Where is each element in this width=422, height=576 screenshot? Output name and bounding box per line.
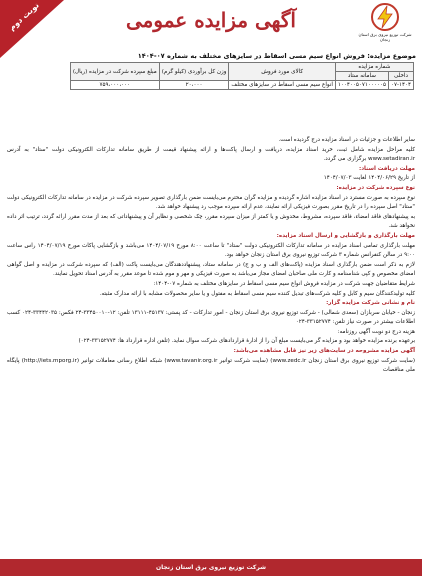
body-paragraph: نوع سپرده به صورت مسترد در اسناد مزایده اشاره گردیده و مزایده گران محترم می‌بایست ضمن بارگذاری تصویر سپرده شرکت در مزایده در سامانه تدارکات الکترونیکی دولت "ستاد" اصل سپرده را در تاریخ مقرر بصورت فیزیکی ارائه نمایند، عدم ارائه سپرده موجب رد پیشنهاد خواهد شد. [7,194,415,211]
body-paragraph: زنجان - خیابان سربازان (سعدی شمالی) - شرکت توزیع نیروی برق استان زنجان - امور تدارکات - کد پستی: ۴۵۱۳۷-۱۳۱۱۱ تلفن: ۱۲-۳۳۴۵۰۰۱۰-۲۴ فکس: ۳۳۴۴۲۰۳۵-۰۲۴ کسب اطلاعات بیشتر در صورت نیاز تلفن: ۳۳۱۵۲۷۷۴-۰۲۴ [7,309,415,326]
section-heading: مهلت بارگذاری و بازگشایی و ارسال اسناد مزایده: [276,232,415,239]
body-paragraph: مهلت بارگذاری تمامی اسناد مزایده در سامانه تدارکات الکترونیکی دولت "ستاد" تا ساعت ۸:۰۰ مورخ ۱۴۰۴/۰۷/۱۹ می‌باشد و بازگشایی پاکات مورخ ۱۴۰۴/۰۷/۱۹ راس ساعت ۹:۰۰ در سالن کنفرانس شماره ۳ شرکت توزیع نیروی برق استان زنجان خواهد بود. [7,242,415,259]
body-paragraph: کلیه مراحل مزایده شامل ثبت، خرید اسناد مزایده، دریافت و ارسال پاکت‌ها و ارائه پیشنهاد قیمت از طریق سامانه تدارکات الکترونیکی دولت "ستاد" به آدرس www.setadiran.ir برگزاری می گردد. [7,146,415,163]
ad-title: آگهی مزایده عمومی [126,8,296,32]
subject-line: موضوع مزایده: فروش انواع سیم مسی اسقاط در سایزهای مختلف به شماره ۰۷-۱۴۰۴ [137,52,416,60]
body-paragraph: شرایط متقاضیان جهت شرکت در مزایده فروش انواع سیم مسی اسقاط در سایزهای مختلف به شماره ۰۷-۱۴۰۴: [153,280,415,287]
header-internal: داخلی [388,72,413,81]
cell-goods: انواع سیم مسی اسقاط در سایزهای مختلف [229,81,335,90]
body-paragraph: به پیشنهادهای فاقد امضاء، فاقد سپرده، مشروط، مخدوش و یا کمتر از میزان سپرده مقرر، چک شخصی و نظایر آن و پیشنهاداتی که بعد از مدت مقرر ارائه گردد، ترتیب اثر داده نخواهد شد. [7,213,415,230]
body-paragraph: سایر اطلاعات و جزئیات در اسناد مزایده درج گردیده است. [278,137,415,143]
cell-setad: ۱۰۰۴۰۰۵۰۷۱۰۰۰۰۰۵ [335,81,388,90]
body-paragraph: (سایت شرکت توزیع نیروی برق استان زنجان www.zedc.ir) (سایت شرکت توانیر www.tavanir.org.ir) شبکه اطلاع رسانی معاملات توانیر (http://iets.mporg.ir) پایگاه ملی مناقصات [7,357,416,374]
lightning-logo-icon [370,2,400,32]
body-paragraph: هزینه درج دو نوبت آگهی روزنامه: [337,328,415,335]
section-heading: نوع سپرده شرکت در مزایده: [336,184,415,191]
header-goods: کالای مورد فروش [229,63,335,81]
cell-deposit: ۷۵۹،۰۰۰،۰۰۰ [70,81,159,90]
table-row [70,81,413,90]
header [0,0,422,50]
header-deposit: مبلغ سپرده شرکت در مزایده (ریال) [70,63,159,81]
header-number: شماره مزایده [335,63,413,72]
round-badge: نوبت دوم [7,0,41,33]
footer-bar: شرکت توزیع نیروی برق استان زنجان [0,559,422,576]
section-heading: مهلت دریافت اسناد: [358,165,415,172]
ad-body [7,136,415,376]
cell-weight: ۲۰،۰۰۰ [159,81,229,90]
cell-internal: ۰۷-۱۴۰۴ [388,81,413,90]
header-weight: وزن کل برآوردی (کیلو گرم) [159,63,229,81]
body-paragraph: برعهده برنده مزایده خواهد بود و مزایده گر می‌بایست مبلغ آن را از ادارهٔ قراردادهای شرکت سوال نماید. (تلفن اداره قرارداد ها: ۳۳۱۵۲۷۷۴-۰۲۴) [78,338,415,345]
auction-table [70,62,414,90]
header-setad: سامانه ستاد [335,72,388,81]
body-paragraph: لازم به ذکر است ضمن بارگذاری اسناد مزایده (پاکت‌های الف و ب و ج) در سامانه ستاد، پیشنهاددهندگان می‌بایست پاکت (الف) که سپرده شرکت در مزایده و اصل گواهی امضای مخصوص و کپی شناسنامه و کارت ملی صاحبان امضای مجاز می‌باشد به صورت فیزیکی و مهر و موم شده تا موعد مقرر به آدرس اسناد تحویل نمایند. [7,261,415,278]
body-paragraph: کلیه تولیدکنندگان سیم و کابل و کلیه شرکت‌های تبدیل کننده سیم مسی اسقاط به مفتول و یا سایر محصولات مشابه با ارائه مدارک مثبته. [99,290,415,297]
company-name: شرکت توزیع نیروی برق استان زنجان [358,32,412,42]
section-heading: نام و نشانی شرکت مزایده گزار: [326,300,415,307]
section-heading: آگهی مزایده مشروحه در سایت‌های زیر نیز قابل مشاهده می‌باشد: [233,348,415,355]
company-logo [356,2,414,42]
body-paragraph: از تاریخ ۱۴۰۴/۰۶/۲۹ لغایت ۱۴۰۴/۰۷/۰۳ [323,175,415,182]
